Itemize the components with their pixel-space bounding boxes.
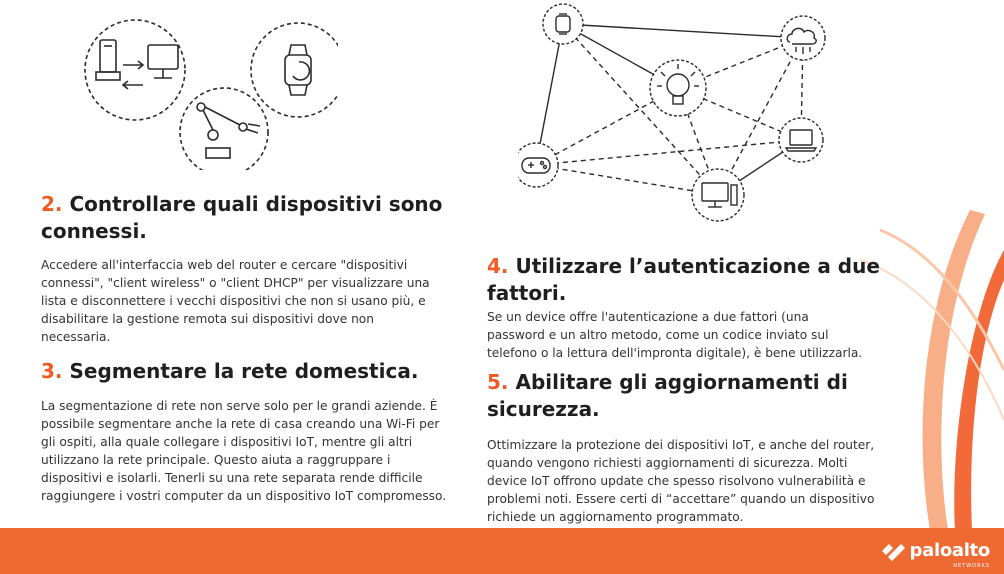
- step-3-body-line: utilizzano la rete principale. Questo aiuta a raggruppare i: [41, 453, 391, 467]
- step-2-section: [41, 191, 481, 346]
- laptop-node-icon: [779, 118, 823, 162]
- step-2-title-line-1: Controllare quali dispositivi sono: [69, 192, 443, 216]
- cloud-node-icon: [781, 16, 825, 60]
- step-4-number: 4.: [487, 254, 509, 278]
- step-5-body-line: quando vengono richiesti aggiornamenti di sicurezza. Molti: [487, 456, 848, 470]
- smartwatch-icon: [285, 45, 311, 95]
- step-5-body-line: Ottimizzare la protezione dei dispositivi IoT, e anche del router,: [487, 438, 875, 452]
- step-3-number: 3.: [41, 359, 63, 383]
- computer-phone-icon: [96, 40, 178, 89]
- step-2-body-line: disabilitare la gestione remota sui dispositivi dove non: [41, 312, 374, 326]
- desktop-computer-node-icon: [692, 169, 744, 221]
- gamepad-node-icon: [518, 143, 558, 187]
- step-4-body-line: password e un altro metodo, come un codice inviato sul: [487, 328, 829, 342]
- step-3-body-line: raggiungere i vostri computer da un dispositivo IoT compromesso.: [41, 489, 447, 503]
- robot-arm-icon: [197, 103, 260, 158]
- step-3-body-line: possibile segmentare anche la rete di casa creando una Wi-Fi per: [41, 417, 440, 431]
- step-3-body: [41, 397, 481, 505]
- paloalto-mark-icon: [880, 541, 906, 561]
- paloalto-logo: [880, 540, 990, 569]
- step-3-title: Segmentare la rete domestica.: [69, 359, 419, 383]
- footer-bar: [0, 528, 1004, 574]
- brand-subtitle: NETWORKS: [953, 563, 990, 569]
- network-graph-illustration: [518, 0, 838, 230]
- step-5-body-line: device IoT offrono update che spesso risolvono vulnerabilità e: [487, 474, 866, 488]
- step-5-body-line: problemi noti. Essere certi di “accettare” quando un dispositivo: [487, 492, 875, 506]
- step-3-body-line: La segmentazione di rete non serve solo per le grandi aziende. È: [41, 399, 438, 413]
- step-3-body-line: gli ospiti, alla quale collegare i dispositivi IoT, mentre gli altri: [41, 435, 413, 449]
- step-2-body: [41, 256, 481, 346]
- step-2-body-line: lista e disconnettere i vecchi dispositivi che non si usano più, e: [41, 294, 426, 308]
- step-4-section: [487, 253, 887, 362]
- step-3-heading: [41, 358, 481, 385]
- smartwatch-node-icon: [543, 4, 583, 44]
- smart-bulb-node-icon: [650, 60, 706, 116]
- step-5-body: [487, 436, 907, 526]
- step-4-title-line-2: fattori.: [487, 281, 567, 305]
- step-2-body-line: connessi", "client wireless" o "client DHCP" per visualizzare una: [41, 276, 430, 290]
- step-2-number: 2.: [41, 192, 63, 216]
- step-2-title-line-2: connessi.: [41, 219, 147, 243]
- step-5-title-line-1: Abilitare gli aggiornamenti di: [515, 370, 848, 394]
- step-2-heading: [41, 191, 481, 245]
- step-5-title-line-2: sicurezza.: [487, 397, 600, 421]
- step-4-body-line: telefono o la lettura dell'impronta digitale), è bene utilizzarla.: [487, 346, 863, 360]
- step-4-body-line: Se un device offre l'autenticazione a due fattori (una: [487, 310, 809, 324]
- step-2-body-line: necessaria.: [41, 330, 111, 344]
- step-5-body-line: richiede un aggiornamento programmato.: [487, 510, 744, 524]
- step-4-body: [487, 308, 887, 362]
- step-5-heading: [487, 369, 907, 423]
- connected-devices-illustration: [78, 10, 338, 170]
- step-5-section: [487, 369, 907, 526]
- brand-name: paloalto: [909, 540, 990, 561]
- step-4-title-line-1: Utilizzare l’autenticazione a due: [515, 254, 880, 278]
- step-3-section: [41, 358, 481, 505]
- step-3-body-line: dispositivi e isolarli. Tenerli su una rete separata rende difficile: [41, 471, 423, 485]
- step-4-heading: [487, 253, 887, 307]
- step-5-number: 5.: [487, 370, 509, 394]
- step-2-body-line: Accedere all'interfaccia web del router e cercare "dispositivi: [41, 258, 408, 272]
